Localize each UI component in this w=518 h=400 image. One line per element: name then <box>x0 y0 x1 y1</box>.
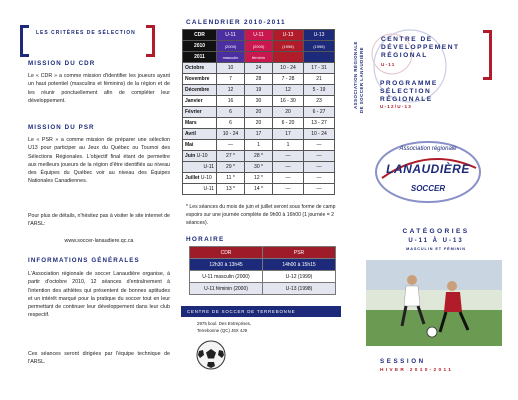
psr-title-line-3: RÉGIONALE <box>380 95 433 103</box>
categories-gender: MASCULIN ET FÉMININ <box>406 247 466 251</box>
soccer-ball-icon <box>196 340 226 370</box>
month-label: Mars <box>183 118 217 129</box>
logo-top-text: Association régionale <box>399 146 457 152</box>
categories-title: CATÉGORIES <box>402 228 470 235</box>
lanaudiere-logo <box>372 138 484 212</box>
cell: 24 <box>245 63 273 74</box>
cell: — <box>304 140 335 151</box>
table-row <box>183 173 335 184</box>
cell: 7 <box>217 74 245 85</box>
logo-main-text: LANAUDIÈRE <box>386 162 470 176</box>
cell: 1 <box>245 140 273 151</box>
month-label: Avril <box>183 129 217 140</box>
horaire-time-cdr: 12h30 à 13h45 <box>190 259 263 271</box>
cell: 28 <box>245 74 273 85</box>
u11f-header: U-11 <box>253 32 264 38</box>
left-panel <box>0 0 178 400</box>
more-info-text: Pour plus de détails, n'hésitez pas à visiter le site internet de l'ARSL: <box>28 213 170 228</box>
cell: 20 <box>245 107 273 118</box>
u11-header: U-11 <box>225 32 236 38</box>
table-row <box>183 140 335 151</box>
horaire-psr-header: PSR <box>263 247 336 259</box>
june-label: Juin U-10 <box>183 151 217 162</box>
cdr-title-line-3: RÉGIONAL <box>381 51 428 59</box>
cdr-title-line-2: DÉVELOPPEMENT <box>381 43 460 51</box>
month-label: Mai <box>183 140 217 151</box>
bracket-right-red <box>483 30 492 80</box>
cell: 12 <box>217 85 245 96</box>
psr-subtitle: U-12/U-13 <box>380 104 412 109</box>
website-link[interactable]: www.soccer-lanaudiere.qc.ca <box>64 238 134 244</box>
month-label: Janvier <box>183 96 217 107</box>
criteria-label: LES CRITÈRES DE SÉLECTION <box>36 30 136 36</box>
address-line-2: Terrebonne (QC) J6X 4J9 <box>197 327 248 333</box>
cell: 16 <box>217 96 245 107</box>
june-sub-label: U-11 <box>183 162 217 173</box>
table-row <box>183 107 335 118</box>
cdr-mission-text: Le « CDR » a comme mission d'identifier les joueurs ayant un haut potentiel (masculins et féminins) de la région et de les réunir ponctuellement afin de compléter leur développement. <box>28 73 170 104</box>
cell: 10 - 24 <box>217 129 245 140</box>
july-sub-label: U-11 <box>183 184 217 195</box>
cdr-mission-title: MISSION DU CDR <box>28 60 96 67</box>
cell: — <box>304 151 335 162</box>
cell: 17 <box>273 129 304 140</box>
cdr-subtitle: U-11 <box>381 62 396 67</box>
location-address <box>197 321 251 334</box>
psr-title-line-1: PROGRAMME <box>380 80 438 87</box>
table-row <box>183 74 335 85</box>
bracket-right <box>146 25 155 57</box>
table-row <box>183 118 335 129</box>
horaire-cell: U-11 féminin (2000) <box>190 283 263 295</box>
cell: 21 <box>304 74 335 85</box>
cell: 12 * <box>245 173 273 184</box>
bracket-left <box>20 25 29 57</box>
calendar-table <box>182 29 335 195</box>
cell: 16 - 30 <box>273 96 304 107</box>
cell: 19 <box>245 85 273 96</box>
cell: 23 <box>304 96 335 107</box>
session-title: SESSION <box>380 358 426 365</box>
cell: 30 <box>245 96 273 107</box>
cell: — <box>273 184 304 195</box>
decorative-arcs <box>370 14 518 134</box>
table-row <box>183 63 335 74</box>
general-info-text: L'Association régionale de soccer Lanaudière organise, à partir d'octobre 2010, 12 séances d'entraînement à l'intention des athlètes qui présentent de bonnes aptitudes et un intérêt marqué pour la pratique du soccer tout en leur permettant de continuer leur développement dans leur club respectif. <box>28 271 170 319</box>
cell: — <box>273 173 304 184</box>
horaire-title: HORAIRE <box>186 236 225 243</box>
u11-year: (2000) <box>217 41 245 52</box>
cell: 30 * <box>245 162 273 173</box>
cdr-title <box>381 36 460 59</box>
location-title: CENTRE DE SOCCER DE TERREBONNE <box>181 306 341 317</box>
u13-header: U-13 <box>282 32 294 38</box>
logo-bottom-text: SOCCER <box>410 184 446 193</box>
table-row <box>183 129 335 140</box>
cdr-title-line-1: CENTRE DE <box>381 36 433 43</box>
cell: 28 * <box>245 151 273 162</box>
cell: 10 <box>217 63 245 74</box>
cell: — <box>304 162 335 173</box>
cell: 6 - 20 <box>273 118 304 129</box>
vertical-line-1: ASSOCIATION RÉGIONALE <box>353 41 358 109</box>
cell: 13 - 27 <box>304 118 335 129</box>
cell: 6 - 27 <box>304 107 335 118</box>
cell: — <box>304 173 335 184</box>
cdr-year-2: 2011 <box>183 52 217 63</box>
directed-text: Ces séances seront dirigées par l'équipe technique de l'ARSL. <box>28 351 170 366</box>
u13b-year: (1998) <box>304 41 335 52</box>
horaire-time-psr: 14h00 à 15h15 <box>263 259 336 271</box>
cell: — <box>304 184 335 195</box>
table-row <box>183 162 335 173</box>
cell: 14 * <box>245 184 273 195</box>
psr-mission-text: Le « PSR » a comme mission de préparer une sélection U13 pour participer au Jeux du Québec ou Tournoi des Sélections Régionales. L'objectif final étant de permettre aux meilleurs joueurs de la région d'être identifiés au niveau des Équipes du Québec voir au niveau des Équipes Nationales Canadiennes. <box>28 137 170 185</box>
cell: 10 - 24 <box>273 63 304 74</box>
u13b-blank <box>304 52 335 63</box>
u13-blank <box>273 52 304 63</box>
month-label: Novembre <box>183 74 217 85</box>
table-row <box>183 96 335 107</box>
cell: 17 - 31 <box>304 63 335 74</box>
cell: 17 <box>245 129 273 140</box>
cell: 20 <box>245 118 273 129</box>
cell: 12 <box>273 85 304 96</box>
horaire-table <box>189 246 336 295</box>
u13-year: (1998) <box>273 41 304 52</box>
psr-title-line-2: SÉLECTION <box>380 87 432 95</box>
table-row <box>183 85 335 96</box>
categories-range: U-11 À U-13 <box>408 238 464 244</box>
cdr-header: CDR <box>183 30 217 41</box>
cell: 11 * <box>217 173 245 184</box>
cell: 5 - 19 <box>304 85 335 96</box>
cell: 1 <box>273 140 304 151</box>
vertical-line-2: DE SOCCER LANAUDIÈRE <box>359 46 364 114</box>
month-label: Décembre <box>183 85 217 96</box>
horaire-cdr-header: CDR <box>190 247 263 259</box>
cell: 10 - 24 <box>304 129 335 140</box>
session-subtitle: HIVER 2010-2011 <box>380 368 454 373</box>
month-label: Octobre <box>183 63 217 74</box>
cell: — <box>273 151 304 162</box>
u11f-year: (2000) <box>245 41 273 52</box>
cdr-year-1: 2010 <box>183 41 217 52</box>
cell: 7 - 28 <box>273 74 304 85</box>
horaire-cell: U-13 (1998) <box>263 283 336 295</box>
calendar-note: * Les séances du mois de juin et juillet seront sous forme de camp espoirs sur une journée complète de 9h00 à 16h00 (1 journée = 2 séances). <box>186 204 336 226</box>
month-label: Février <box>183 107 217 118</box>
cell: 20 <box>273 107 304 118</box>
cell: 6 <box>217 118 245 129</box>
address-line-1: 2975 boul. Des Entreprises, <box>197 321 252 326</box>
u13b-header: U-13 <box>313 32 325 38</box>
cell: — <box>217 140 245 151</box>
psr-mission-title: MISSION DU PSR <box>28 124 95 131</box>
cell: 6 <box>217 107 245 118</box>
cell: 27 * <box>217 151 245 162</box>
cell: — <box>273 162 304 173</box>
u11f-gender: féminin <box>245 52 273 63</box>
horaire-cell: U-11 masculin (2000) <box>190 271 263 283</box>
soccer-players-photo <box>366 260 502 346</box>
cell: 29 * <box>217 162 245 173</box>
horaire-cell: U-12 (1999) <box>263 271 336 283</box>
general-info-title: INFORMATIONS GÉNÉRALES <box>28 257 140 264</box>
cell: 13 * <box>217 184 245 195</box>
calendar-title: CALENDRIER 2010-2011 <box>186 19 286 26</box>
table-row <box>183 184 335 195</box>
association-vertical-label <box>353 40 365 114</box>
psr-title <box>380 80 438 103</box>
table-row <box>183 151 335 162</box>
july-label: Juillet U-10 <box>183 173 217 184</box>
u11-gender: masculin <box>217 52 245 63</box>
